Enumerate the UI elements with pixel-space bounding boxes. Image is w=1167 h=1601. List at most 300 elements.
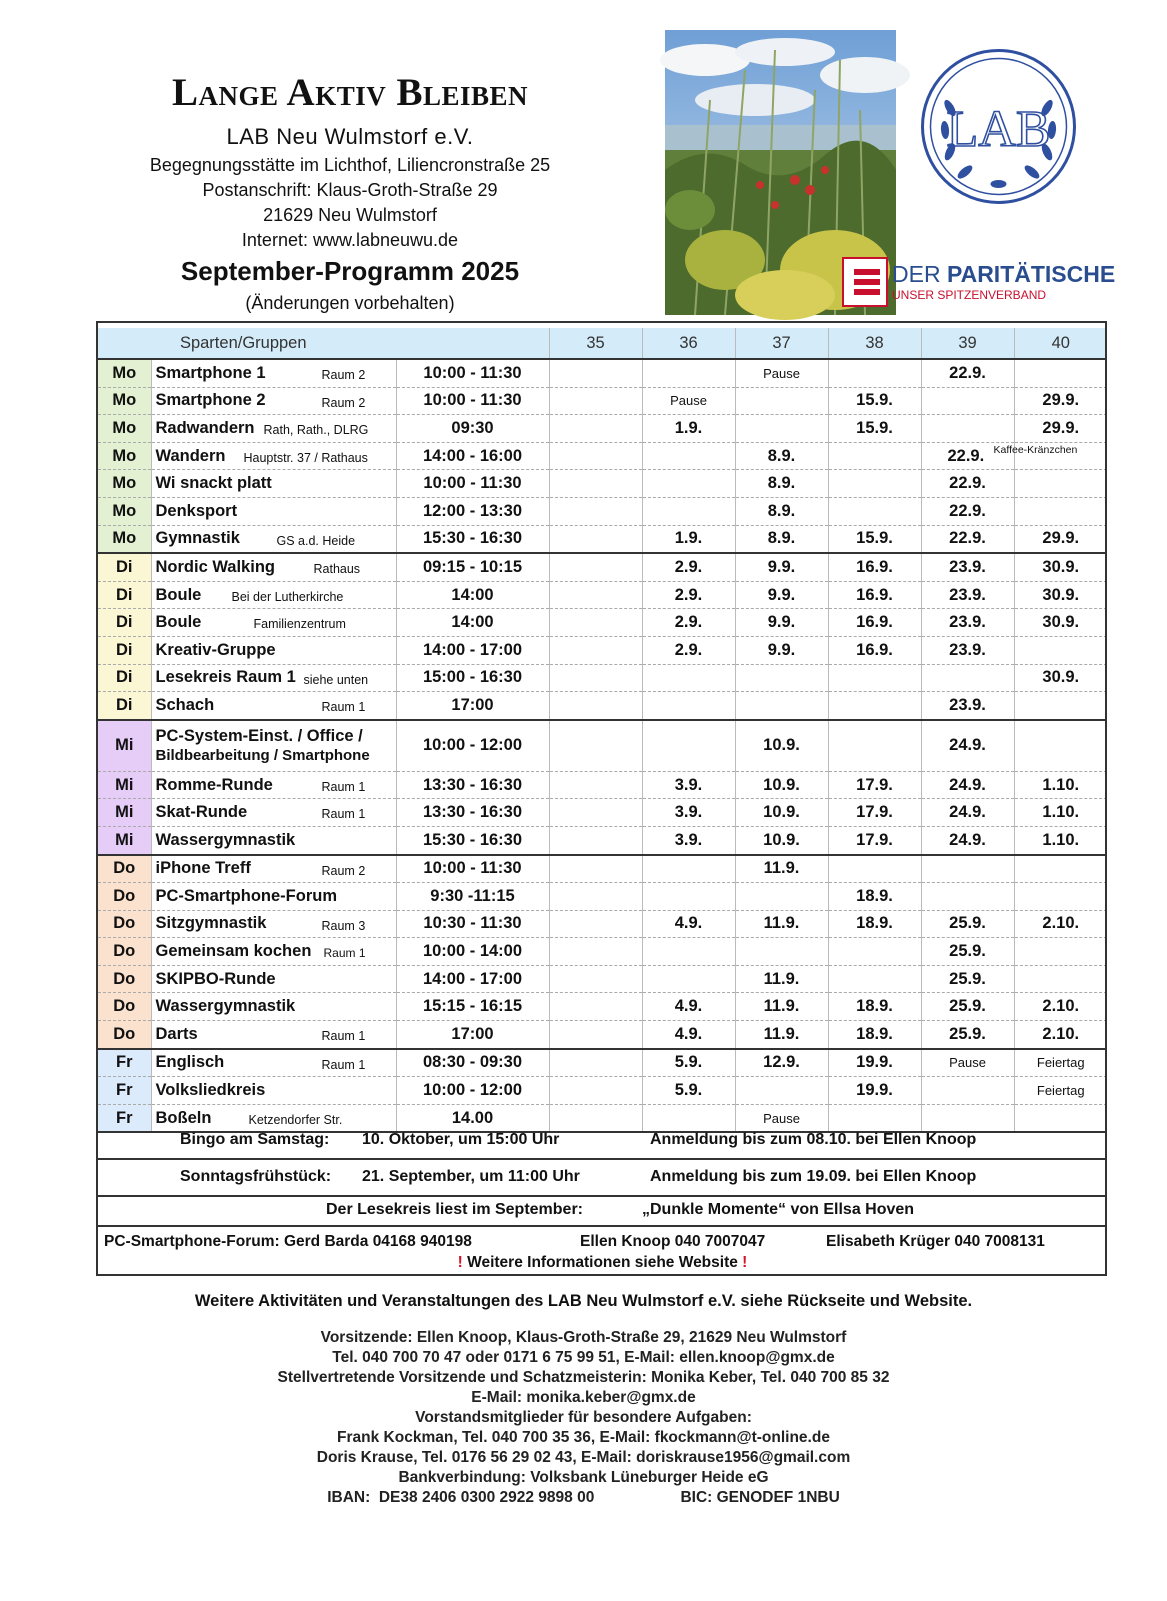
weekday-cell: Mo [98, 442, 151, 470]
week-cell [642, 415, 735, 443]
week-date: 29.9. [1042, 418, 1080, 437]
week-cell [642, 771, 735, 799]
week-date: 1.9. [674, 418, 703, 437]
reading-circle-notice [98, 1196, 1107, 1227]
weekday-cell: Mi [98, 720, 151, 772]
week-cell [921, 883, 1014, 911]
schedule-row [98, 720, 1107, 772]
brunch-registration: Anmeldung bis zum 19.09. bei Ellen Knoop [650, 1168, 977, 1185]
week-date: 1.10. [1042, 803, 1080, 822]
footer-line: Vorstandsmitglieder für besondere Aufgaben: [415, 1409, 752, 1426]
activity-location: Raum 1 [321, 779, 366, 794]
week-cell [1014, 855, 1107, 883]
bingo-label: Bingo am Samstag: [180, 1131, 330, 1148]
activity-name: Nordic Walking [155, 557, 275, 576]
activity-cell [151, 1049, 396, 1077]
activity-name: iPhone Treff [155, 859, 251, 878]
brunch-notice [98, 1159, 1107, 1197]
week-cell [735, 692, 828, 720]
time-cell: 10:00 - 11:30 [396, 855, 549, 883]
week-date: 16.9. [856, 640, 893, 659]
week-cell [549, 1021, 642, 1049]
week-date: 29.9. [1042, 529, 1080, 548]
activity-name: SKIPBO-Runde [155, 969, 276, 988]
week-date: 24.9. [949, 803, 986, 822]
time-cell: 14:00 [396, 581, 549, 609]
warning-mark-icon: ! [457, 1254, 463, 1271]
time-cell: 17:00 [396, 692, 549, 720]
column-header-week: 37 [735, 328, 828, 359]
activity-name: Gymnastik [155, 529, 240, 548]
week-cell [921, 1049, 1014, 1077]
activity-name: PC-Smartphone-Forum [155, 886, 337, 905]
weekday-cell: Do [98, 855, 151, 883]
activity-name: PC-System-Einst. / Office / [155, 726, 363, 745]
time-cell: 15:30 - 16:30 [396, 525, 549, 553]
week-cell [828, 720, 921, 772]
week-cell [921, 609, 1014, 637]
week-cell [642, 581, 735, 609]
week-cell [549, 609, 642, 637]
schedule-table [98, 328, 1107, 1133]
week-cell [921, 387, 1014, 415]
week-cell [735, 525, 828, 553]
warning-mark-icon: ! [742, 1254, 748, 1271]
week-cell [828, 581, 921, 609]
weekday-cell: Fr [98, 1104, 151, 1132]
week-cell [549, 359, 642, 387]
activity-name: Wassergymnastik [155, 830, 296, 849]
week-date: 16.9. [856, 585, 893, 604]
weekday-cell: Di [98, 553, 151, 581]
organization-name: LAB Neu Wulmstorf e.V. [226, 124, 474, 149]
week-cell [1014, 883, 1107, 911]
schedule-row [98, 581, 1107, 609]
schedule-row [98, 799, 1107, 827]
activity-cell [151, 720, 396, 772]
week-cell [642, 470, 735, 498]
week-date: 1.10. [1042, 830, 1080, 849]
schedule-row [98, 442, 1107, 470]
week-date: 24.9. [949, 830, 986, 849]
weekday-cell: Fr [98, 1049, 151, 1077]
week-cell [735, 993, 828, 1021]
schedule-row [98, 883, 1107, 911]
activity-location: GS a.d. Heide [276, 533, 356, 548]
week-cell [549, 855, 642, 883]
week-cell [735, 664, 828, 692]
schedule-row [98, 415, 1107, 443]
week-cell [828, 636, 921, 664]
week-cell [921, 910, 1014, 938]
week-date: 11.9. [763, 859, 800, 878]
time-cell: 17:00 [396, 1021, 549, 1049]
week-cell [828, 664, 921, 692]
further-activities-note: Weitere Aktivitäten und Veranstaltungen des LAB Neu Wulmstorf e.V. siehe Rückseite und Website. [194, 1292, 973, 1310]
week-cell [828, 799, 921, 827]
week-date: 9.9. [767, 613, 796, 632]
week-cell [1014, 359, 1107, 387]
address-line: Postanschrift: Klaus-Groth-Straße 29 [202, 180, 498, 200]
week-date: 29.9. [1042, 391, 1080, 410]
activity-location: Familienzentrum [253, 617, 346, 632]
week-note: Kaffee-Kränzchen [993, 443, 1078, 456]
week-date: 8.9. [767, 474, 796, 493]
activity-location: Bei der Lutherkirche [231, 589, 344, 604]
week-date: 15.9. [856, 391, 893, 410]
reading-circle-book: „Dunkle Momente“ von Ellsa Hoven [642, 1201, 915, 1218]
week-cell [642, 359, 735, 387]
activity-location: Raum 2 [321, 863, 366, 878]
week-date: 30.9. [1042, 585, 1080, 604]
weekday-cell: Mi [98, 799, 151, 827]
week-cell [828, 883, 921, 911]
activity-location: Ketzendorfer Str. [248, 1112, 343, 1127]
activity-cell [151, 636, 396, 664]
weekday-cell: Di [98, 664, 151, 692]
time-cell: 09:30 [396, 415, 549, 443]
time-cell: 15:30 - 16:30 [396, 826, 549, 854]
week-cell [642, 1049, 735, 1077]
weekday-cell: Mo [98, 497, 151, 525]
week-date: 9.9. [767, 585, 796, 604]
week-cell [642, 826, 735, 854]
week-date: 8.9. [767, 501, 796, 520]
footer-contacts [0, 1328, 1167, 1508]
week-date: 25.9. [949, 914, 986, 933]
weekday-cell: Mo [98, 387, 151, 415]
schedule-row [98, 497, 1107, 525]
week-cell [549, 883, 642, 911]
week-cell [1014, 387, 1107, 415]
weekday-cell: Mo [98, 525, 151, 553]
schedule-row [98, 609, 1107, 637]
week-cell [549, 553, 642, 581]
week-cell [735, 1049, 828, 1077]
weekday-cell: Di [98, 636, 151, 664]
week-date: 11.9. [763, 969, 800, 988]
week-cell [921, 1077, 1014, 1105]
week-cell [828, 993, 921, 1021]
activity-location: Raum 2 [321, 395, 366, 410]
week-cell [921, 692, 1014, 720]
weekday-cell: Di [98, 581, 151, 609]
week-cell [921, 855, 1014, 883]
week-cell [1014, 720, 1107, 772]
week-cell [921, 993, 1014, 1021]
week-cell [828, 359, 921, 387]
week-cell [1014, 553, 1107, 581]
footer-line: E-Mail: monika.keber@gmx.de [471, 1389, 696, 1406]
week-cell [642, 387, 735, 415]
bingo-registration: Anmeldung bis zum 08.10. bei Ellen Knoop [650, 1131, 977, 1148]
week-cell [549, 442, 642, 470]
week-cell [549, 415, 642, 443]
week-cell [921, 581, 1014, 609]
activity-name-cont: Bildbearbeitung / Smartphone [155, 746, 370, 764]
activity-location: Hauptstr. 37 / Rathaus [243, 450, 368, 465]
week-cell [1014, 581, 1107, 609]
week-cell [642, 553, 735, 581]
lab-seal-text: LAB [946, 101, 1051, 158]
week-date: 25.9. [949, 969, 986, 988]
week-cell [921, 965, 1014, 993]
week-cell [549, 938, 642, 966]
week-date: 5.9. [674, 1053, 703, 1072]
schedule-row [98, 965, 1107, 993]
week-date: 15.9. [856, 418, 893, 437]
week-date: 22.9. [949, 474, 986, 493]
week-cell [1014, 415, 1107, 443]
week-cell [642, 855, 735, 883]
week-cell [921, 553, 1014, 581]
week-cell [549, 387, 642, 415]
week-date: 2.9. [674, 613, 703, 632]
brunch-date: 21. September, um 11:00 Uhr [362, 1168, 580, 1185]
weekday-cell: Mi [98, 826, 151, 854]
activity-cell [151, 1021, 396, 1049]
weekday-cell: Do [98, 1021, 151, 1049]
week-date: 2.10. [1042, 914, 1080, 933]
paritaet-emblem [842, 257, 888, 307]
week-cell [642, 525, 735, 553]
week-date: 30.9. [1042, 668, 1080, 687]
week-date: 8.9. [767, 529, 796, 548]
week-date: Feiertag [1036, 1083, 1085, 1099]
week-date: 4.9. [674, 914, 703, 933]
week-cell [828, 771, 921, 799]
week-cell [642, 609, 735, 637]
footer-line: Tel. 040 700 70 47 oder 0171 6 75 99 51, E-Mail: ellen.knoop@gmx.de [332, 1349, 835, 1366]
time-cell: 10:00 - 12:00 [396, 720, 549, 772]
week-cell [549, 826, 642, 854]
paritaet-name-part2: PARITÄTISCHE [946, 261, 1116, 287]
activity-name: Englisch [155, 1053, 225, 1072]
week-cell [549, 581, 642, 609]
week-cell [1014, 993, 1107, 1021]
week-cell [828, 525, 921, 553]
activity-cell [151, 799, 396, 827]
activity-cell [151, 771, 396, 799]
week-cell [828, 1077, 921, 1105]
footer-line: Stellvertretende Vorsitzende und Schatzmeisterin: Monika Keber, Tel. 040 700 85 32 [277, 1369, 890, 1386]
schedule-row [98, 636, 1107, 664]
brunch-label: Sonntagsfrühstück: [180, 1168, 332, 1185]
weekday-cell: Fr [98, 1077, 151, 1105]
activity-cell [151, 883, 396, 911]
schedule-row [98, 910, 1107, 938]
week-date: 11.9. [763, 1024, 800, 1043]
week-cell [921, 497, 1014, 525]
footer-line: IBAN: DE38 2406 0300 2922 9898 00 BIC: GENODEF 1NBU [327, 1489, 840, 1506]
week-cell [1014, 609, 1107, 637]
week-cell [828, 553, 921, 581]
week-cell [1014, 497, 1107, 525]
week-date: 18.9. [856, 1024, 893, 1043]
time-cell: 10:00 - 11:30 [396, 387, 549, 415]
schedule-row [98, 1049, 1107, 1077]
week-date: 8.9. [767, 446, 796, 465]
weekday-cell: Do [98, 965, 151, 993]
week-cell [1014, 799, 1107, 827]
weekday-cell: Do [98, 883, 151, 911]
week-date: Pause [763, 1110, 800, 1126]
week-cell [735, 442, 828, 470]
column-header-groups: Sparten/Gruppen [98, 328, 549, 359]
time-cell: 13:30 - 16:30 [396, 799, 549, 827]
week-cell [642, 1077, 735, 1105]
footer-line: Bankverbindung: Volksbank Lüneburger Heide eG [398, 1469, 769, 1486]
activity-name: Smartphone 1 [155, 363, 266, 382]
week-date: 1.9. [674, 529, 703, 548]
week-cell [549, 771, 642, 799]
week-cell [735, 553, 828, 581]
week-date: 3.9. [674, 830, 703, 849]
activity-cell [151, 553, 396, 581]
week-date: 23.9. [949, 695, 986, 714]
weekday-cell: Do [98, 910, 151, 938]
week-date: 22.9. [949, 363, 986, 382]
week-cell [921, 359, 1014, 387]
activity-cell [151, 692, 396, 720]
week-date: 10.9. [763, 830, 800, 849]
week-cell [549, 692, 642, 720]
column-header-week: 39 [921, 328, 1014, 359]
week-date: 23.9. [949, 613, 986, 632]
week-cell [1014, 910, 1107, 938]
week-cell [1014, 470, 1107, 498]
bingo-date: 10. Oktober, um 15:00 Uhr [362, 1131, 560, 1148]
week-date: 18.9. [856, 997, 893, 1016]
week-cell [1014, 636, 1107, 664]
week-cell [735, 470, 828, 498]
time-cell: 15:15 - 16:15 [396, 993, 549, 1021]
schedule-row [98, 359, 1107, 387]
time-cell: 14:00 - 16:00 [396, 442, 549, 470]
week-cell [828, 497, 921, 525]
week-cell [642, 664, 735, 692]
activity-name: Sitzgymnastik [155, 914, 267, 933]
time-cell: 14:00 [396, 609, 549, 637]
week-date: 4.9. [674, 997, 703, 1016]
week-date: 22.9. [947, 446, 985, 465]
activity-name: Denksport [155, 501, 238, 520]
time-cell: 13:30 - 16:30 [396, 771, 549, 799]
week-cell [642, 993, 735, 1021]
activity-location: Rathaus [313, 562, 361, 577]
week-cell [735, 387, 828, 415]
week-cell [642, 720, 735, 772]
week-cell [549, 636, 642, 664]
week-date: 4.9. [674, 1024, 703, 1043]
time-cell: 09:15 - 10:15 [396, 553, 549, 581]
week-cell [642, 1021, 735, 1049]
activity-location: Raum 1 [321, 1029, 366, 1044]
week-cell [828, 387, 921, 415]
activity-location: Raum 1 [321, 1057, 366, 1072]
weekday-cell: Di [98, 692, 151, 720]
week-cell [1014, 1077, 1107, 1105]
week-cell [735, 1077, 828, 1105]
week-cell [735, 965, 828, 993]
week-date: 16.9. [856, 613, 893, 632]
table-header-row [98, 328, 1107, 359]
time-cell: 14:00 - 17:00 [396, 636, 549, 664]
activity-cell [151, 965, 396, 993]
address-line: Begegnungsstätte im Lichthof, Liliencronstraße 25 [149, 155, 551, 175]
week-cell [549, 525, 642, 553]
week-date: 19.9. [856, 1081, 893, 1100]
week-cell [828, 1049, 921, 1077]
time-cell: 10:00 - 14:00 [396, 938, 549, 966]
week-cell [642, 938, 735, 966]
week-date: 30.9. [1042, 613, 1080, 632]
activity-name: Kreativ-Gruppe [155, 640, 276, 659]
week-cell [735, 910, 828, 938]
week-cell [921, 799, 1014, 827]
week-date: 5.9. [674, 1081, 703, 1100]
activity-name: Gemeinsam kochen [155, 942, 312, 961]
activity-name: Radwandern [155, 418, 255, 437]
program-note: (Änderungen vorbehalten) [245, 293, 455, 313]
week-date: 9.9. [767, 640, 796, 659]
week-cell [921, 720, 1014, 772]
activity-name: Darts [155, 1024, 198, 1043]
week-cell [921, 826, 1014, 854]
time-cell: 10:00 - 12:00 [396, 1077, 549, 1105]
schedule-row [98, 938, 1107, 966]
week-date: 23.9. [949, 557, 986, 576]
week-cell [735, 497, 828, 525]
week-date: 18.9. [856, 886, 893, 905]
week-date: 2.9. [674, 557, 703, 576]
week-cell [1014, 938, 1107, 966]
bingo-notice [98, 1122, 1107, 1160]
schedule-row [98, 470, 1107, 498]
week-cell [921, 636, 1014, 664]
activity-name: Smartphone 2 [155, 391, 266, 410]
week-cell [549, 1077, 642, 1105]
time-cell: 12:00 - 13:30 [396, 497, 549, 525]
week-cell [735, 883, 828, 911]
week-cell [735, 720, 828, 772]
activity-name: Skat-Runde [155, 803, 248, 822]
week-cell [642, 497, 735, 525]
activity-name: Wandern [155, 446, 226, 465]
week-date: 24.9. [949, 775, 986, 794]
weekday-cell: Do [98, 938, 151, 966]
schedule-row [98, 993, 1107, 1021]
week-cell [735, 799, 828, 827]
week-cell [735, 415, 828, 443]
week-cell [549, 497, 642, 525]
week-date: 10.9. [763, 736, 800, 755]
week-date: 2.10. [1042, 1024, 1080, 1043]
website-line: Internet: www.labneuwu.de [241, 230, 459, 250]
column-header-week: 36 [642, 328, 735, 359]
activity-cell [151, 664, 396, 692]
week-cell [921, 938, 1014, 966]
time-cell: 14.00 [396, 1104, 549, 1132]
week-cell [828, 470, 921, 498]
activity-cell [151, 497, 396, 525]
week-cell [828, 938, 921, 966]
website-hint: ! Weitere Informationen siehe Website ! [457, 1254, 748, 1271]
lab-seal-logo [920, 48, 1077, 205]
week-date: 22.9. [949, 529, 986, 548]
week-cell [921, 664, 1014, 692]
address-line: 21629 Neu Wulmstorf [263, 205, 437, 225]
